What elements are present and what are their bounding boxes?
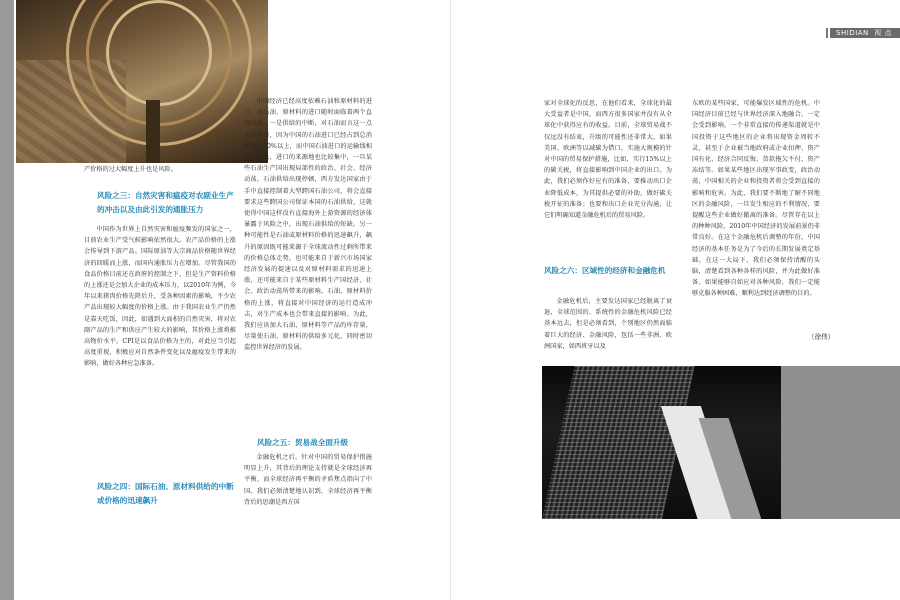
section-tag xyxy=(826,28,900,38)
heading-risk-3: 风险之三：自然灾害和瘟疫对农副业生产的冲击以及由此引发的通胀压力 xyxy=(97,191,234,214)
gray-decor-block xyxy=(781,366,900,519)
page-spine xyxy=(450,0,451,600)
heading-risk-5: 风险之五：贸易战全面升级 xyxy=(257,438,349,447)
heading-risk-4: 风险之四：国际石油、原材料供给的中断或价格的迅速飙升 xyxy=(97,482,234,505)
continued-text: 产价格的过大幅度上升也是风险。 xyxy=(84,166,177,173)
armillary-globe-photo xyxy=(16,0,268,163)
body-risk-3: 中国作为世界上自然灾害和瘟疫频发的国家之一，目前农业生产受气候影响依然很大。农产品价格的上涨会传导到下游产品。国际原油等大宗商品价格随世界经济的回暖而上涨，而国内通胀压力在增加。尽管我国的食品价格目前还在政府的控制之下，但是生产资料价格的上涨还是会加大企业的成本压力，以2010年为例，今年以来猪肉价格先降后升，受各种因素的影响，不少农产品出现较大幅度的价格上涨。由于我国农业生产仍然是靠天吃饭，因此，如遇到大面积的自然灾害，将对农副产品的生产和供应产生较大的影响，其价格上涨将推高物价水平。CPI是以食品价格为主的，对此应当引起高度重视，积极应对自然条件变化以及瘟疫发生带来的影响，做好各种应急准备。 xyxy=(84,226,236,368)
body-risk-4: 中国经济已经高度依赖石油和原材料的进口，而石油、原材料的进口随时面临着两个直接风险。一是供给的中断，对石油而言这一点尤其明显，因为中国的石油进口已经占到总消费量的50%以上，而中国石油进口的运输线相对比较长，进口的来源地也比较集中，一旦某些石油生产国出现局部性的政治、社会、经济动荡，石油供给出现停顿，西方发达国家由于手中直接控制着大型跨国石油公司，将会直接要求这些跨国公司保证本国的石油供给，这就使得中国这样没有直接海外上游资源的经济体暴露于风险之中，出现石油供给的短缺。另一种可能性是石油或原材料价格的迅速飙升，飙升的原因既可能来源于全球流动性过剩所带来的价格总体走势，也可能来自于新兴市场国家经济发展的提速以及对原材料需求的迅速上涨，还可能来自于某些原材料生产国经济、社会、政治动荡所带来的影响。石油、原材料价格的上涨，将直接对中国经济的运行造成冲击，对生产成本也会带来直接的影响。为此，我们应该加大石油、原材料等产品的库存量，尽量使石油、原材料的供给多元化，同时密切监控世界经济的发展。 xyxy=(244,98,372,352)
body-risk-5-cont: 家对全球化的反思，在他们看来，全球化的最大受益者是中国，而西方很多国家并没有从全球化中获得应有的收益。目前，全球贸易战不仅远没有结束，升级的可能性还非常大，如果美国、欧洲等以减碳为借口，实施大规模的针对中国的贸易保护措施，比如，实行15%以上的碳关税，将直接影响到中国企业的出口。为此，我们必须作好应有的准备，要推动出口企业降低成本，为其提供必要的补助，做好碳关税开征的准备；也要和出口企业充分沟通，让它们明确知道金融危机后的贸易风险。 xyxy=(544,100,672,220)
heading-risk-6: 风险之六：区域性的经济和金融危机 xyxy=(544,266,666,275)
section-tag-cn: 视 点 xyxy=(874,29,892,37)
body-risk-6: 金融危机后，主要发达国家已经脱离了衰退，全球范围的、系统性的金融危机风险已经基本远去，但是必须看到，个别地区仍然面临着巨大的经济、金融风险，包括一些非洲、欧洲国家，如西班牙以及 xyxy=(544,298,672,350)
author-signature: （徐伟） xyxy=(808,333,835,341)
body-risk-5: 金融危机之后，针对中国的贸易保护措施明显上升，其背后的理论支持就是全球经济再平衡，而全球经济再平衡的矛盾焦点指向了中国。我们必须清楚地认识到，全球经济再平衡背后的思潮是西方国 xyxy=(244,454,372,506)
skyscraper-photo xyxy=(542,366,781,519)
left-page-gutter-bar xyxy=(0,0,14,600)
body-risk-6-cont: 东欧的某些国家，可能爆发区域性的危机。中国经济目前已经与世界经济深入地融合，一定会受到影响。一个非常直接的传递渠道就是中国投资于这些地区的企业将出现资金周转不灵、甚至于企业被当地政府或企业扣押、资产国有化、经济合同反悔、货款拖欠不付、资产冻结等。如果某些地区出现军事政变，政治动荡，中国相关的企业和投资者将会受到直接的影响和危害。为此，我们要不断地了解不同地区的金融风险，一旦发生相应的不利情况，要提醒这些企业做好撤离的准备。尽管存在以上的种种风险，2010年中国经济的发展前景仍非常良好。在这个金融危机后调整的年份，中国经济的基本任务是为了今后的长期发展奠定基础。在这一大局下，我们必须保持清醒的头脑，清楚看到各种各样的风险，并为此做好准备。如果能够自如应对各种风险，我们一定能够克服各种困难，顺利达到经济调整的目的。 xyxy=(692,100,820,298)
section-tag-en: SHIDIAN xyxy=(836,29,869,37)
